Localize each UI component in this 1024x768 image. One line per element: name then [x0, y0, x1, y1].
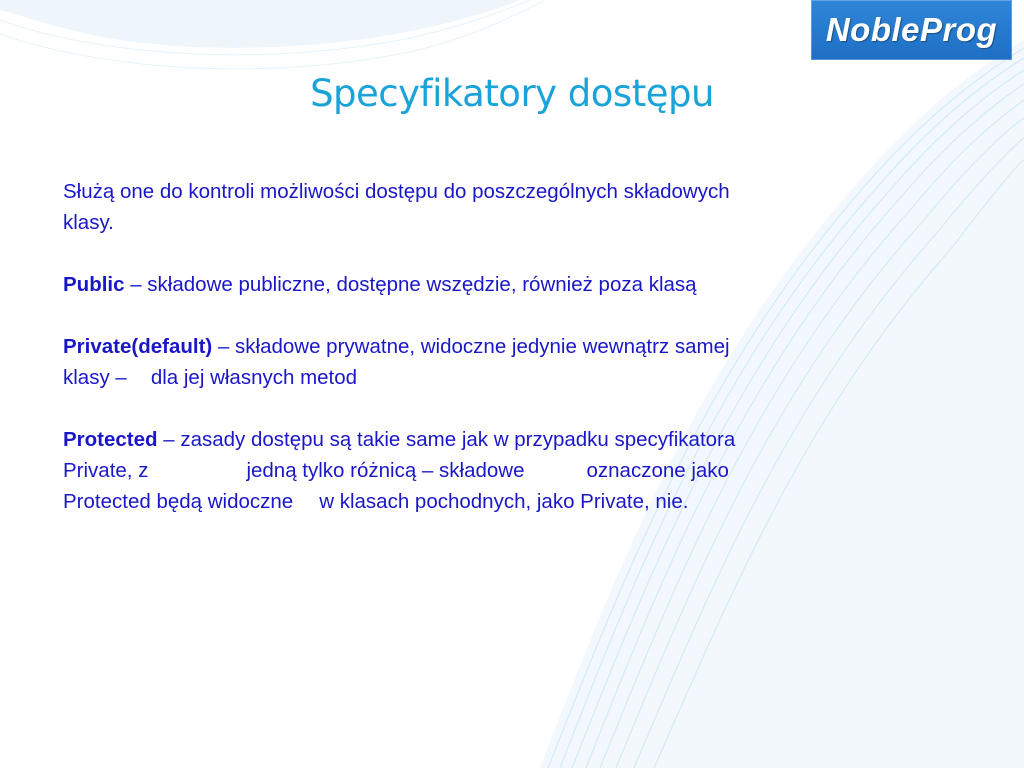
nobleprog-logo [811, 0, 1012, 60]
intro-line-1: Służą one do kontroli możliwości dostępu do poszczególnych składowych [63, 180, 730, 203]
public-term: Public [63, 273, 125, 296]
private-description-line-1: – składowe prywatne, widoczne jedynie wewnątrz samej [212, 335, 730, 358]
protected-line-3b: w klasach pochodnych, jako Private, nie. [319, 490, 689, 513]
private-description-line-2b: dla jej własnych metod [150, 366, 358, 389]
protected-line-2a: Private, z [63, 459, 149, 482]
slide-body [63, 176, 923, 548]
protected-line-2c: oznaczone jako [586, 459, 729, 482]
protected-paragraph [63, 424, 923, 517]
protected-line-3a: Protected będą widoczne [63, 490, 294, 513]
private-description-line-2a: klasy – [63, 366, 127, 389]
protected-term: Protected [63, 428, 158, 451]
public-paragraph [63, 269, 923, 300]
intro-line-2: klasy. [63, 211, 114, 234]
protected-line-2b: jedną tylko różnicą – składowe [246, 459, 525, 482]
private-paragraph [63, 331, 923, 393]
intro-paragraph [63, 176, 923, 238]
protected-description-line-1: – zasady dostępu są takie same jak w przypadku specyfikatora [157, 428, 736, 451]
slide-title: Specyfikatory dostępu [310, 72, 714, 115]
public-description: – składowe publiczne, dostępne wszędzie, również poza klasą [124, 273, 697, 296]
private-term: Private(default) [63, 335, 213, 358]
logo-text: NobleProg [825, 11, 998, 48]
